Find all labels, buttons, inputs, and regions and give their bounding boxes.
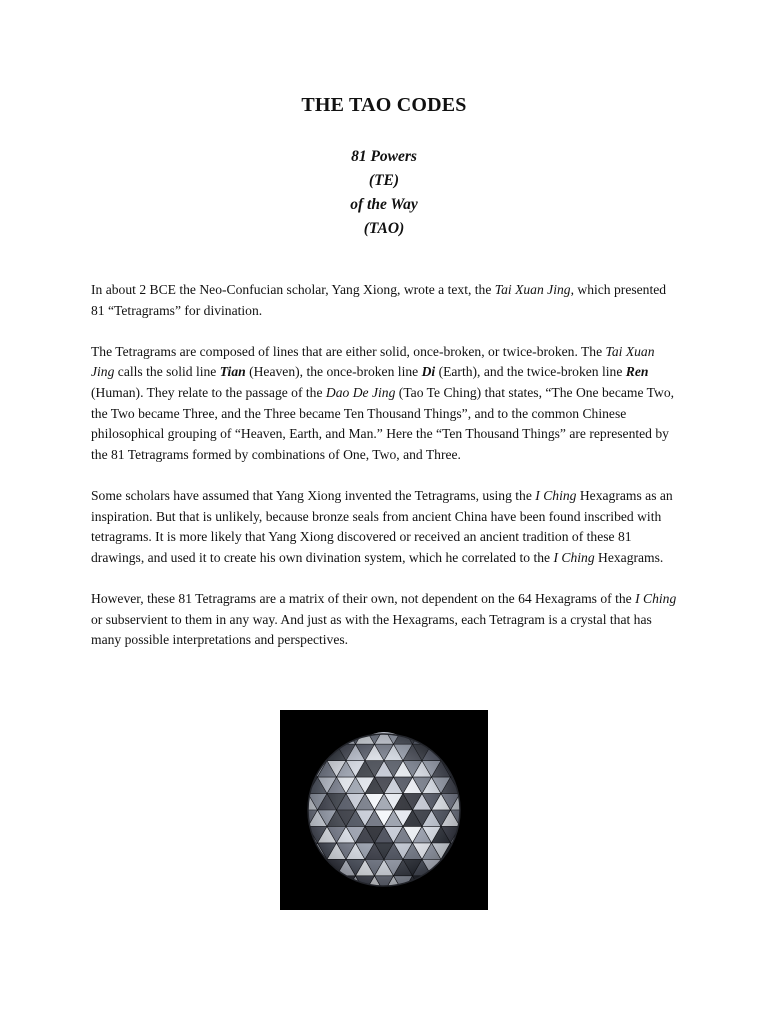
italic-title: I Ching — [535, 487, 577, 503]
subtitle-block — [0, 145, 768, 241]
paragraph-3 — [91, 486, 681, 568]
page-title: THE TAO CODES — [301, 94, 467, 116]
italic-title: I Ching — [635, 590, 677, 606]
subtitle-line: (TE) — [368, 172, 400, 189]
text-run: (Earth), and the twice-broken line — [435, 364, 626, 380]
crystal-ball-icon — [280, 710, 488, 910]
bold-term: Tian — [219, 364, 246, 380]
body-text — [91, 280, 681, 671]
text-run: In about 2 BCE the Neo-Confucian scholar, Yang Xiong, wrote a text, the — [91, 282, 495, 297]
italic-title: Dao De Jing — [325, 384, 396, 400]
text-run: (Human). They relate to the passage of the — [91, 384, 326, 400]
italic-title: I Ching — [553, 549, 595, 565]
text-run: Hexagrams. — [594, 549, 664, 565]
paragraph-4 — [91, 589, 681, 651]
italic-title: Tai Xuan Jing — [494, 282, 571, 297]
paragraph-1 — [91, 280, 681, 321]
text-run: Hexagrams as an inspiration. But that is unlikely, because bronze seals from ancient China have been found inscribed with tetragrams. It is more likely that Yang Xiong discovered or received an ancient tradition of these 81 drawings, and used it to create his own divination system, which he correlated to the — [91, 487, 673, 565]
text-run: (Tao Te Ching) that states, “The One became Two, the Two became Three, and the Three became Ten Thousand Things”, and to the common Chinese philosophical grouping of “Heaven, Earth, and Man.” Here the “Ten Thousand Things” are represented by the 81 Tetragrams formed by combinations of One, Two, and Three. — [91, 384, 675, 462]
text-run: However, these 81 Tetragrams are a matrix of their own, not dependent on the 64 Hexagrams of the — [91, 590, 636, 606]
text-run: calls the solid line — [114, 364, 220, 380]
crystal-ball-image — [280, 710, 488, 910]
bold-term: Ren — [625, 364, 649, 380]
subtitle-line: (TAO) — [363, 220, 405, 237]
italic-title: Tai Xuan Jing — [91, 343, 655, 380]
bold-term: Di — [421, 364, 436, 380]
text-run: (Heaven), the once-broken line — [245, 364, 422, 380]
subtitle-line: 81 Powers — [351, 148, 417, 165]
text-run: , which presented 81 “Tetragrams” for divination. — [91, 282, 667, 318]
paragraph-2 — [91, 342, 681, 466]
subtitle-line: of the Way — [350, 196, 418, 213]
text-run: or subservient to them in any way. And just as with the Hexagrams, each Tetragram is a crystal that has many possible interpretations and perspectives. — [91, 611, 652, 648]
text-run: The Tetragrams are composed of lines that are either solid, once-broken, or twice-broken. The — [91, 343, 606, 359]
text-run: Some scholars have assumed that Yang Xiong invented the Tetragrams, using the — [91, 487, 536, 503]
